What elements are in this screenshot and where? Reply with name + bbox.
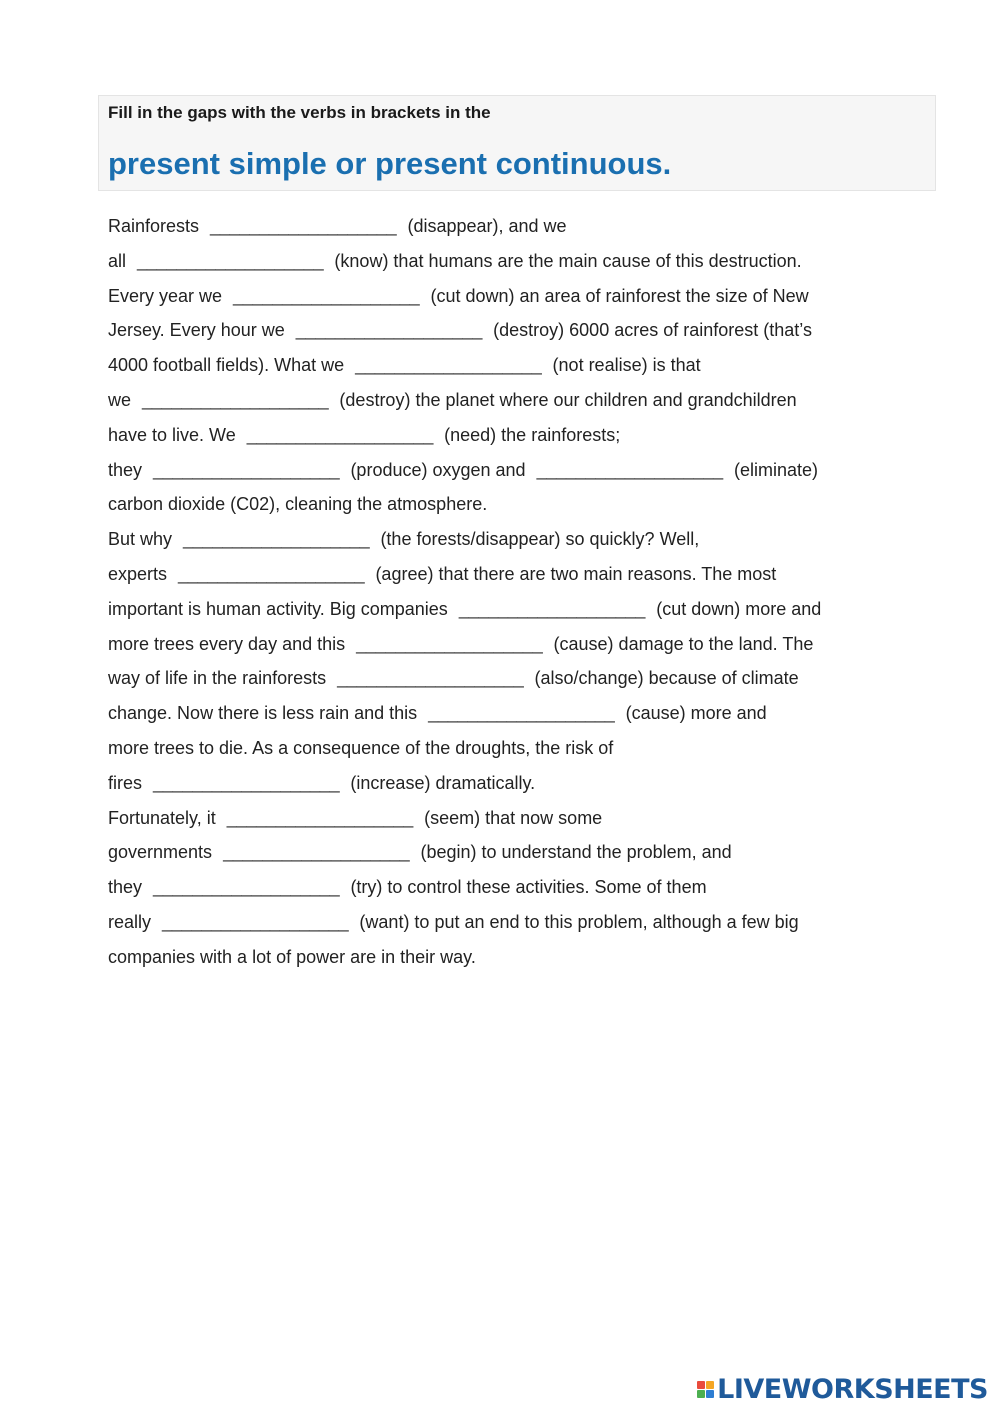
text-segment: (eliminate) — [728, 459, 818, 480]
text-segment: (not realise) is that — [547, 355, 701, 376]
text-line — [108, 766, 988, 801]
text-segment: companies with a lot of power are in their way. — [108, 946, 476, 967]
text-segment: important is human activity. Big companies — [108, 598, 453, 619]
instructions-header — [98, 95, 936, 191]
text-line — [108, 557, 988, 592]
text-segment: more trees every day and this — [108, 633, 351, 654]
text-segment: have to live. We — [108, 424, 241, 445]
logo-icon-square — [697, 1390, 705, 1398]
logo-icon-square — [706, 1381, 714, 1389]
text-segment: Fortunately, it — [108, 807, 221, 828]
text-line — [108, 661, 988, 696]
logo-icon-square — [706, 1390, 714, 1398]
text-segment: (agree) that there are two main reasons. The most — [370, 563, 777, 584]
gap-blank[interactable]: ___________________ — [356, 633, 543, 654]
text-segment: (cause) more and — [620, 703, 767, 724]
text-segment: carbon dioxide (C02), cleaning the atmosphere. — [108, 494, 488, 515]
text-line — [108, 383, 988, 418]
text-line — [108, 313, 988, 348]
gap-blank[interactable]: ___________________ — [223, 842, 410, 863]
text-segment: governments — [108, 842, 218, 863]
gap-blank[interactable]: ___________________ — [428, 703, 615, 724]
text-segment: fires — [108, 772, 148, 793]
text-segment: (cut down) more and — [651, 598, 822, 619]
text-line — [108, 592, 988, 627]
text-segment: (know) that humans are the main cause of this destruction. — [329, 250, 802, 271]
text-segment: really — [108, 911, 157, 932]
text-line — [108, 487, 988, 522]
gap-blank[interactable]: ___________________ — [153, 459, 340, 480]
text-line — [108, 835, 988, 870]
text-line — [108, 453, 988, 488]
text-segment: (destroy) 6000 acres of rainforest (that’s — [488, 320, 812, 341]
gap-blank[interactable]: ___________________ — [142, 389, 329, 410]
text-line — [108, 522, 988, 557]
text-segment: (begin) to understand the problem, and — [415, 842, 732, 863]
text-segment: But why — [108, 529, 178, 550]
gap-blank[interactable]: ___________________ — [210, 216, 397, 236]
text-line — [108, 731, 988, 766]
text-line — [108, 870, 988, 905]
text-segment: they — [108, 877, 148, 898]
text-line — [108, 801, 988, 836]
text-segment: (also/change) because of climate — [529, 668, 799, 689]
liveworksheets-logo — [697, 1373, 988, 1405]
text-segment: (the forests/disappear) so quickly? Well, — [375, 529, 700, 550]
text-line — [108, 279, 988, 314]
gap-blank[interactable]: ___________________ — [137, 250, 324, 271]
gap-blank[interactable]: ___________________ — [226, 807, 414, 828]
logo-icon — [697, 1381, 714, 1398]
text-segment: (want) to put an end to this problem, although a few big — [354, 911, 799, 932]
text-segment: (cause) damage to the land. The — [548, 633, 814, 654]
gap-blank[interactable]: ___________________ — [295, 320, 483, 341]
text-segment: they — [108, 459, 148, 480]
exercise-text — [108, 209, 988, 975]
text-segment: Every year we — [108, 285, 228, 306]
text-segment: 4000 football fields). What we — [108, 355, 350, 376]
text-segment: (seem) that now some — [419, 807, 603, 828]
gap-blank[interactable]: ___________________ — [162, 911, 349, 932]
text-segment: change. Now there is less rain and this — [108, 703, 423, 724]
logo-text: LIVEWORKSHEETS — [717, 1373, 988, 1405]
gap-blank[interactable]: ___________________ — [337, 668, 524, 689]
text-line — [108, 348, 988, 383]
text-segment: more trees to die. As a consequence of the droughts, the risk of — [108, 737, 614, 758]
text-segment: Rainforests — [108, 216, 205, 236]
text-line — [108, 209, 988, 244]
text-line — [108, 244, 988, 279]
text-segment: (destroy) the planet where our children and grandchildren — [334, 389, 797, 410]
text-line — [108, 905, 988, 940]
gap-blank[interactable]: ___________________ — [458, 598, 646, 619]
text-segment: all — [108, 250, 132, 271]
gap-blank[interactable]: ___________________ — [153, 877, 340, 898]
text-segment: (need) the rainforests; — [439, 424, 621, 445]
text-segment: (increase) dramatically. — [345, 772, 536, 793]
text-segment: experts — [108, 563, 173, 584]
text-segment: (try) to control these activities. Some of them — [345, 877, 707, 898]
logo-icon-square — [697, 1381, 705, 1389]
gap-blank[interactable]: ___________________ — [178, 563, 365, 584]
text-segment: we — [108, 389, 137, 410]
text-segment: (produce) oxygen and — [345, 459, 531, 480]
gap-blank[interactable]: ___________________ — [536, 459, 723, 480]
text-segment: (cut down) an area of rainforest the size of New — [425, 285, 809, 306]
text-line — [108, 940, 988, 975]
text-segment: way of life in the rainforests — [108, 668, 332, 689]
text-segment: (disappear), and we — [402, 216, 567, 236]
text-line — [108, 418, 988, 453]
text-segment: Jersey. Every hour we — [108, 320, 290, 341]
gap-blank[interactable]: ___________________ — [246, 424, 434, 445]
gap-blank[interactable]: ___________________ — [233, 285, 420, 306]
gap-blank[interactable]: ___________________ — [355, 355, 542, 376]
text-line — [108, 627, 988, 662]
text-line — [108, 696, 988, 731]
instruction-text: Fill in the gaps with the verbs in brackets in the — [108, 103, 491, 122]
gap-blank[interactable]: ___________________ — [153, 772, 340, 793]
page-title: present simple or present continuous. — [108, 146, 672, 181]
gap-blank[interactable]: ___________________ — [183, 529, 370, 550]
